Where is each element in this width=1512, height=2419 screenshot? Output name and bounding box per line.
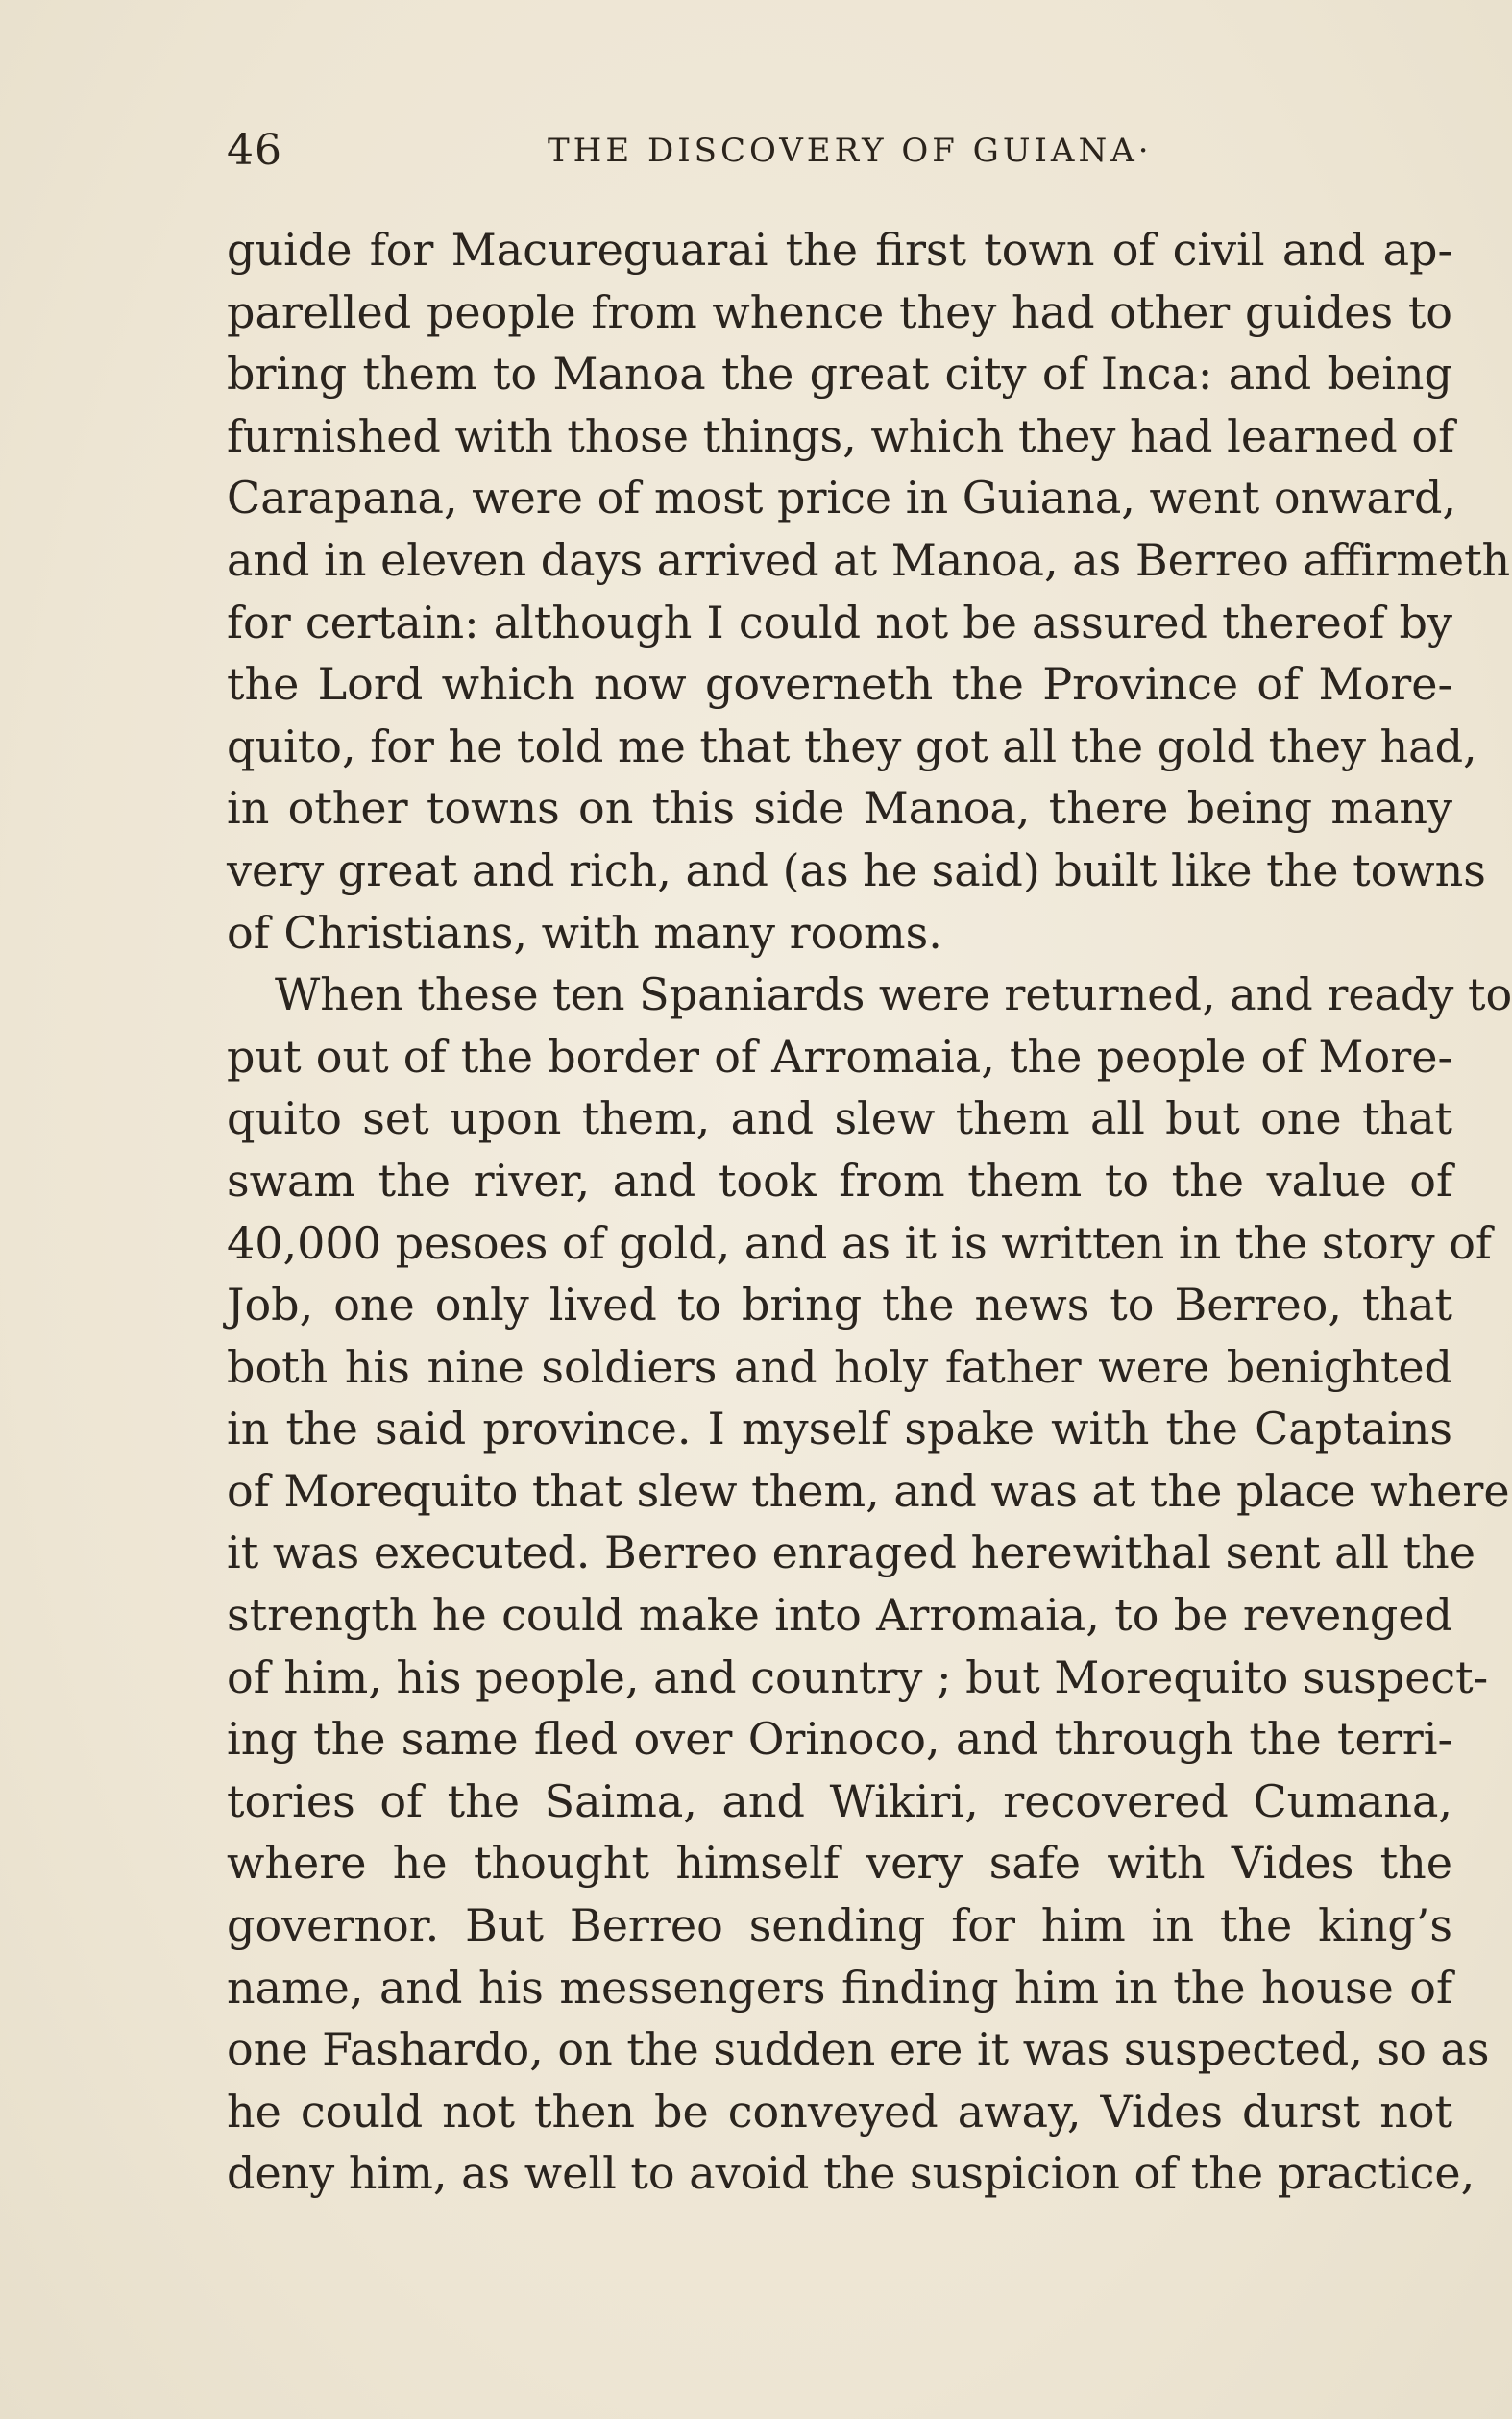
text-line: When these ten Spaniards were returned, and ready to: [275, 968, 1512, 1021]
text-line: it was executed. Berreo enraged herewithal sent all the: [227, 1527, 1475, 1579]
text-line: the Lord which now governeth the Province of More-: [227, 658, 1452, 711]
page-header: [227, 117, 1460, 184]
text-line: of Morequito that slew them, and was at the place where: [227, 1464, 1510, 1517]
text-line: quito set upon them, and slew them all but one that: [227, 1092, 1452, 1145]
text-line: both his nine soldiers and holy father were benighted: [227, 1340, 1452, 1393]
text-line: in other towns on this side Manoa, there being many: [227, 782, 1452, 835]
text-line: ing the same fled over Orinoco, and through the terri-: [227, 1713, 1452, 1766]
text-line: of Christians, with many rooms.: [227, 906, 942, 959]
paragraph-1: [227, 219, 1511, 964]
text-line: where he thought himself very safe with Vides the: [227, 1837, 1452, 1890]
body-text: [227, 219, 1512, 2205]
text-line: and in eleven days arrived at Manoa, as Berreo affirmeth: [227, 533, 1511, 586]
paragraph-2: [227, 964, 1512, 2205]
text-line: swam the river, and took from them to the value of: [227, 1154, 1452, 1207]
running-head: THE DISCOVERY OF GUIANA·: [548, 132, 1153, 170]
text-line: deny him, as well to avoid the suspicion of the practice,: [227, 2147, 1475, 2200]
text-line: name, and his messengers finding him in the house of: [227, 1961, 1452, 2014]
text-line: he could not then be conveyed away, Vides durst not: [227, 2085, 1452, 2138]
text-line: Carapana, were of most price in Guiana, went onward,: [227, 472, 1457, 525]
text-line: bring them to Manoa the great city of Inca: and being: [227, 348, 1452, 401]
text-line: governor. But Berreo sending for him in the king’s: [227, 1899, 1452, 1952]
text-line: one Fashardo, on the sudden ere it was suspected, so as: [227, 2023, 1490, 2076]
text-line: parelled people from whence they had other guides to: [227, 285, 1452, 338]
text-line: 40,000 pesoes of gold, and as it is written in the story of: [227, 1216, 1492, 1269]
text-line: in the said province. I myself spake with the Captains: [227, 1403, 1452, 1455]
text-line: put out of the border of Arromaia, the people of More-: [227, 1030, 1452, 1083]
text-line: furnished with those things, which they had learned of: [227, 409, 1455, 462]
text-line: very great and rich, and (as he said) built like the towns: [227, 843, 1486, 896]
page-number: 46: [227, 126, 282, 175]
text-line: for certain: although I could not be assured thereof by: [227, 596, 1452, 648]
text-line: guide for Macureguarai the first town of civil and ap-: [227, 224, 1452, 276]
text-line: tories of the Saima, and Wikiri, recovered Cumana,: [227, 1774, 1452, 1827]
text-line: strength he could make into Arromaia, to be revenged: [227, 1589, 1452, 1642]
text-line: quito, for he told me that they got all the gold they had,: [227, 720, 1477, 772]
text-line: Job, one only lived to bring the news to Berreo, that: [227, 1279, 1452, 1332]
text-line: of him, his people, and country ; but Morequito suspect-: [227, 1650, 1489, 1703]
